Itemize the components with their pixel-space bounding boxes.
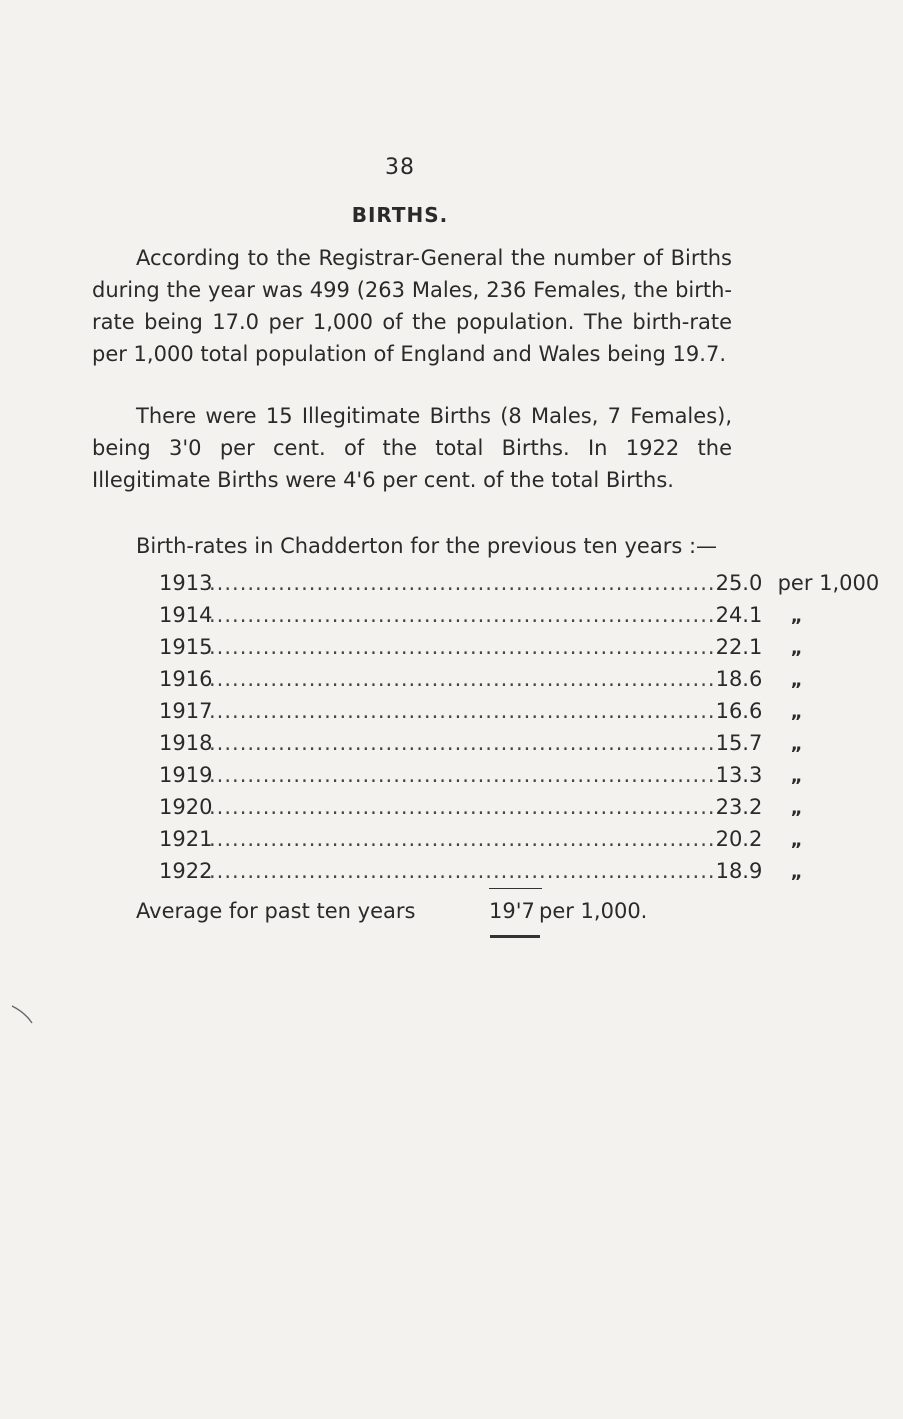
average-unit: per 1,000. [539, 899, 648, 923]
year: 1919 [159, 763, 213, 787]
rate-value: 16.6 [715, 699, 763, 723]
dot-leader: .................................................................. [209, 859, 716, 883]
year: 1920 [159, 795, 213, 819]
section-heading: BIRTHS. [351, 203, 449, 227]
table-row [159, 567, 880, 599]
rate-value: 18.9 [715, 859, 763, 883]
year: 1913 [159, 571, 213, 595]
rate-value: 22.1 [715, 635, 763, 659]
table-row [159, 599, 803, 631]
dot-leader: .................................................................. [209, 571, 716, 595]
dot-leader: .................................................................. [209, 635, 716, 659]
births-paragraph: According to the Registrar-General the number of Births during the year was 499 (263 Males, 236 Females, the birth-rate being 17.0 per 1,000 of the population. The birth-rate per 1,000 total population of England and Wales being 19.7. [92, 246, 732, 366]
year: 1916 [159, 667, 213, 691]
ditto-mark: „ [790, 670, 803, 691]
ditto-mark: „ [790, 702, 803, 723]
ditto-mark: „ [790, 638, 803, 659]
dot-leader: .................................................................. [209, 667, 716, 691]
year: 1922 [159, 859, 213, 883]
dot-leader: .................................................................. [209, 603, 716, 627]
rate-value: 18.6 [715, 667, 763, 691]
year: 1915 [159, 635, 213, 659]
rate-value: 15.7 [715, 731, 763, 755]
rates-intro: Birth-rates in Chadderton for the previous ten years :— [136, 534, 718, 558]
table-row [159, 727, 803, 759]
table-row [159, 631, 803, 663]
sum-rule [489, 888, 542, 889]
rate-value: 20.2 [715, 827, 763, 851]
rate-unit: per 1,000 [777, 571, 880, 595]
dot-leader: .................................................................. [209, 731, 716, 755]
ditto-mark: „ [790, 798, 803, 819]
dot-leader: .................................................................. [209, 827, 716, 851]
illegitimate-births-paragraph: There were 15 Illegitimate Births (8 Males, 7 Females), being 3'0 per cent. of the total Births. In 1922 the Illegitimate Births were 4'6 per cent. of the total Births. [92, 404, 732, 492]
double-rule [490, 935, 540, 938]
page-number: 38 [385, 155, 415, 180]
rate-value: 25.0 [715, 571, 763, 595]
ditto-mark: „ [790, 830, 803, 851]
year: 1914 [159, 603, 213, 627]
dot-leader: .................................................................. [209, 795, 716, 819]
dot-leader: .................................................................. [209, 763, 716, 787]
ditto-mark: „ [790, 606, 803, 627]
year: 1921 [159, 827, 213, 851]
rate-value: 23.2 [715, 795, 763, 819]
ditto-mark: „ [790, 862, 803, 883]
year: 1918 [159, 731, 213, 755]
table-row [159, 855, 803, 887]
year: 1917 [159, 699, 213, 723]
average-label: Average for past ten years [136, 899, 416, 923]
rate-value: 13.3 [715, 763, 763, 787]
dot-leader: .................................................................. [209, 699, 716, 723]
average-value: 19'7 [489, 899, 535, 923]
table-row [159, 663, 803, 695]
birth-rates-table [159, 567, 880, 887]
ditto-mark: „ [790, 734, 803, 755]
ditto-mark: „ [790, 766, 803, 787]
pencil-stroke-mark [10, 1003, 36, 1025]
table-row [159, 759, 803, 791]
rate-value: 24.1 [715, 603, 763, 627]
table-row [159, 823, 803, 855]
table-row [159, 791, 803, 823]
table-row [159, 695, 803, 727]
